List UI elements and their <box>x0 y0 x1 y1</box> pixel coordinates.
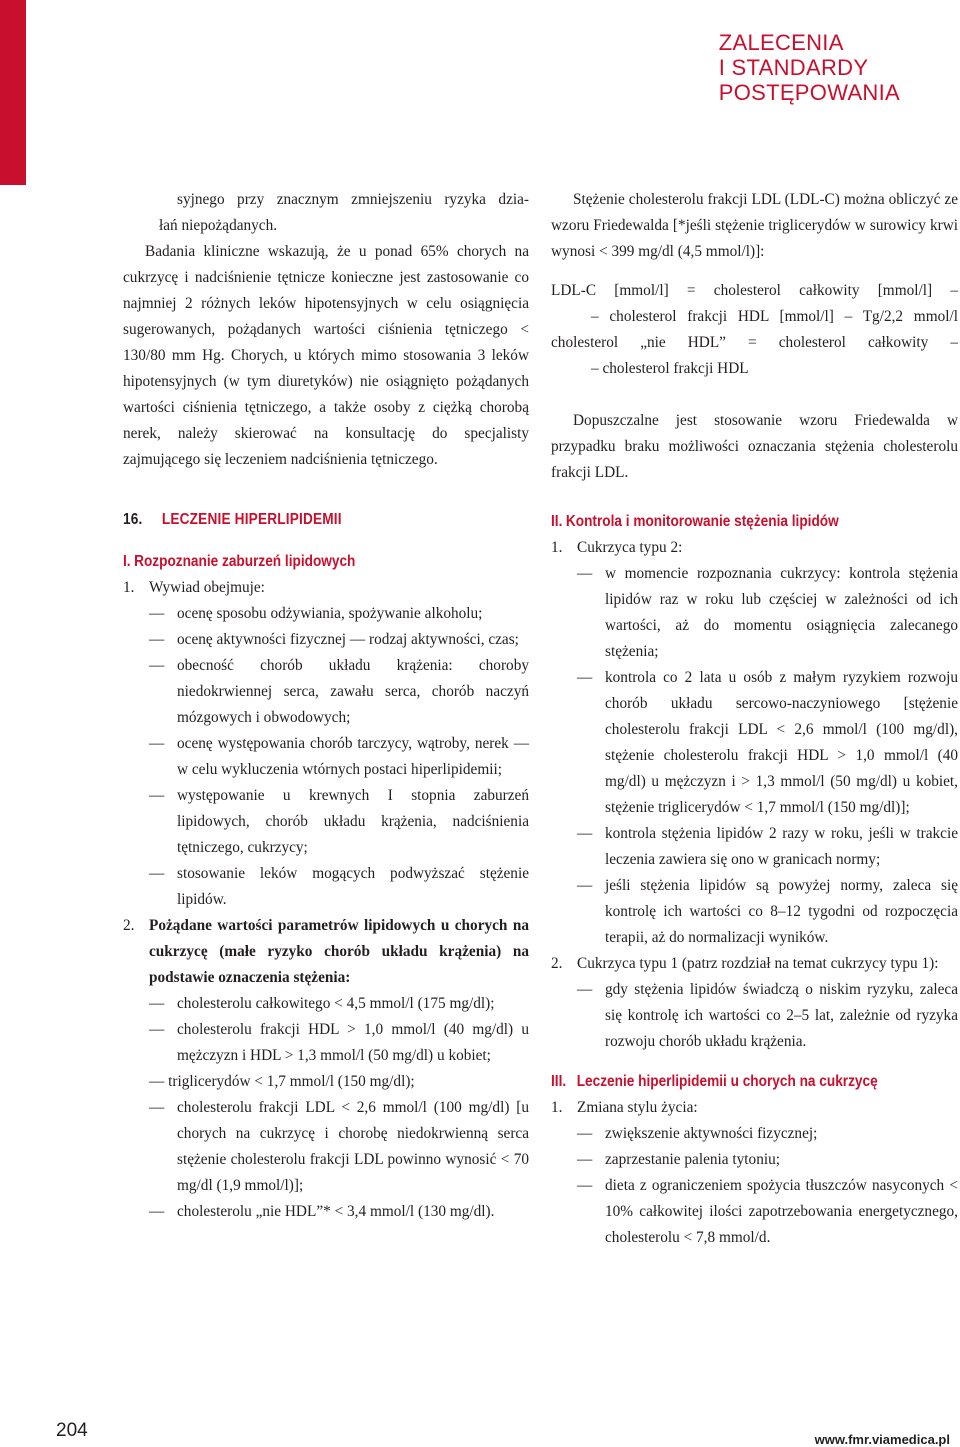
list-item: — jeśli stężenia lipidów są powyżej normy, zaleca się kontrolę ich wartości co 8–12 tygodni od rozpoczęcia terapii, aż do normalizacji wyników. <box>551 873 958 951</box>
list-item: — występowanie u krewnych I stopnia zaburzeń lipidowych, chorób układu krążenia, nadciśnienia tętniczego, cukrzycy; <box>123 783 529 861</box>
paragraph: Dopuszczalne jest stosowanie wzoru Friedewalda w przypadku braku możliwości oznaczania stężenia cholesterolu frakcji LDL. <box>551 412 958 481</box>
subsection-heading <box>551 1069 909 1095</box>
list-item: — cholesterolu całkowitego < 4,5 mmol/l (175 mg/dl); <box>123 991 529 1017</box>
list-item: — ocenę występowania chorób tarczycy, wątroby, nerek — w celu wykluczenia wtórnych postaci hiperlipidemii; <box>123 731 529 783</box>
paragraph: Badania kliniczne wskazują, że u ponad 65% chorych na cukrzycę i nadciśnienie tętnicze konieczne jest zastosowanie co najmniej 2 różnych leków hipotensyjnych w celu osiągnięcia sugerowanych, pożądanych wartości ciśnienia tętniczego < 130/80 mm Hg. Chorych, u których mimo stosowania 3 leków hipotensyjnych (w tym diuretyków) nie osiągnięto pożądanych wartości ciśnienia tętniczego, a także osoby z ciężką chorobą nerek, należy skierować na konsultację do specjalisty zajmującego się leczeniem nadciśnienia tętniczego. <box>123 243 529 468</box>
formula-line: – cholesterol frakcji HDL [mmol/l] – Tg/2,2 mmol/l <box>591 308 958 325</box>
list-item: — ocenę aktywności fizycznej — rodzaj aktywności, czas; <box>123 627 529 653</box>
subsection-number: I. <box>123 553 131 570</box>
item-title: Cukrzyca typu 2: <box>577 539 683 556</box>
section-number: 16. <box>123 511 143 528</box>
section-header-title <box>719 30 900 105</box>
header-title-line: ZALECENIA <box>718 30 844 55</box>
list-item: — cholesterolu „nie HDL”* < 3,4 mmol/l (130 mg/dl). <box>123 1199 529 1225</box>
subsection-title: Leczenie hiperlipidemii u chorych na cukrzycę <box>576 1073 878 1090</box>
item-number: 2. <box>123 917 135 934</box>
intro-line: łań niepożądanych. <box>159 217 278 234</box>
section-heading <box>123 507 480 533</box>
list-item: — stosowanie leków mogących podwyższać stężenie lipidów. <box>123 861 529 913</box>
list-item: — dieta z ograniczeniem spożycia tłuszczów nasyconych < 10% całkowitej ilości zapotrzebowania energetycznego, cholesterolu < 7,8 mmol/d. <box>551 1173 958 1251</box>
item-title: Zmiana stylu życia: <box>577 1099 698 1116</box>
page-number: 204 <box>56 1420 88 1441</box>
list-item: — kontrola co 2 lata u osób z małym ryzykiem rozwoju chorób układu sercowo-naczyniowego [stężenie cholesterolu frakcji LDL < 2,6 mmol/l (100 mg/dl), stężenie cholesterolu frakcji HDL > 1,0 mmol/l (40 mg/dl) u mężczyzn i > 1,3 mmol/l (50 mg/dl) u kobiet, stężenie triglicerydów < 1,7 mmol/l (150 mg/dl)]; <box>551 665 958 821</box>
list-item: — cholesterolu frakcji HDL > 1,0 mmol/l (40 mg/dl) u mężczyzn i HDL > 1,3 mmol/l (50 mg/dl) u kobiet; <box>123 1017 529 1069</box>
header-red-band <box>0 0 26 185</box>
subsection-title: Rozpoznanie zaburzeń lipidowych <box>134 553 356 570</box>
subsection-number: III. <box>551 1073 567 1090</box>
numbered-item <box>123 913 529 991</box>
item-number: 1. <box>123 579 135 596</box>
item-title: Pożądane wartości parametrów lipidowych u chorych na cukrzycę (małe ryzyko chorób układu krążenia) na podstawie oznaczenia stężenia: <box>149 917 529 986</box>
numbered-item <box>551 951 958 977</box>
right-column <box>551 187 958 1251</box>
numbered-item <box>551 1095 958 1121</box>
list-item: — cholesterolu frakcji LDL < 2,6 mmol/l (100 mg/dl) [u chorych na cukrzycę i chorobę niedokrwienną serca stężenie cholesterolu frakcji LDL powinno wynosić < 70 mg/dl (1,9 mmol/l)]; <box>123 1095 529 1199</box>
list-item: — kontrola stężenia lipidów 2 razy w roku, jeśli w trakcie leczenia zawiera się ono w granicach normy; <box>551 821 958 873</box>
list-item: — zwiększenie aktywności fizycznej; <box>551 1121 958 1147</box>
item-title: Cukrzyca typu 1 (patrz rozdział na temat cukrzycy typu 1): <box>577 955 939 972</box>
item-number: 2. <box>551 955 563 972</box>
header-title-line: I STANDARDY <box>718 55 869 80</box>
list-item: — zaprzestanie palenia tytoniu; <box>551 1147 958 1173</box>
item-number: 1. <box>551 1099 563 1116</box>
list-item: — triglicerydów < 1,7 mmol/l (150 mg/dl); <box>149 1073 415 1090</box>
subsection-title: Kontrola i monitorowanie stężenia lipidów <box>565 513 839 530</box>
list-item: — gdy stężenia lipidów świadczą o niskim ryzyku, zaleca się kontrolę ich wartości co 2–5 lat, zależnie od ryzyka rozwoju chorób układu krążenia. <box>551 977 958 1055</box>
item-number: 1. <box>551 539 563 556</box>
paragraph: Stężenie cholesterolu frakcji LDL (LDL-C) można obliczyć ze wzoru Friedewalda [*jeśli stężenie triglicerydów w surowicy krwi wynosi < 399 mg/dl (4,5 mmol/l)]: <box>551 191 958 260</box>
formula-line: – cholesterol frakcji HDL <box>591 360 749 377</box>
subsection-heading <box>123 549 480 575</box>
formula-line: LDL-C [mmol/l] = cholesterol całkowity [mmol/l] – <box>551 282 958 299</box>
intro-line: syjnego przy znacznym zmniejszeniu ryzyka dzia- <box>177 191 529 208</box>
list-item: — obecność chorób układu krążenia: choroby niedokrwiennej serca, zawału serca, chorób naczyń mózgowych i obwodowych; <box>123 653 529 731</box>
list-item: — ocenę sposobu odżywiania, spożywanie alkoholu; <box>123 601 529 627</box>
formula-line: cholesterol „nie HDL” = cholesterol całkowity – <box>551 334 958 351</box>
item-title: Wywiad obejmuje: <box>149 579 265 596</box>
subsection-heading <box>551 509 909 535</box>
subsection-number: II. <box>551 513 563 530</box>
numbered-item <box>123 575 529 601</box>
numbered-item <box>551 535 958 561</box>
section-title: LECZENIE HIPERLIPIDEMII <box>161 511 342 528</box>
left-column <box>123 187 529 1225</box>
list-item: — w momencie rozpoznania cukrzycy: kontrola stężenia lipidów raz w roku lub częściej w zależności od ich wartości, aż do momentu osiągnięcia zalecanego stężenia; <box>551 561 958 665</box>
footer-url: www.fmr.viamedica.pl <box>814 1432 950 1447</box>
header-title-line: POSTĘPOWANIA <box>718 80 900 105</box>
